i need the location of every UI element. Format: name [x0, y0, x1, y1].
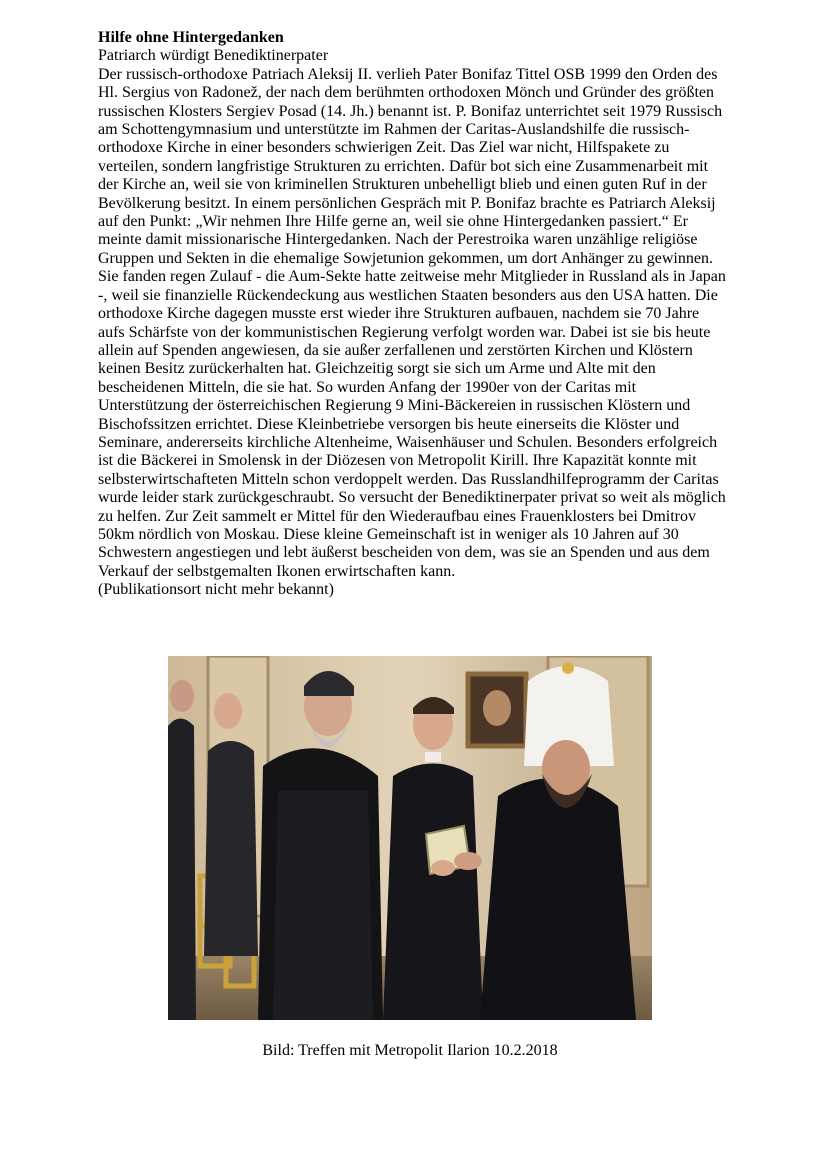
article-body: Der russisch-orthodoxe Patriach Aleksij II. verlieh Pater Bonifaz Tittel OSB 1999 den Orden des Hl. Sergius von Radonež, der nach dem berühmten orthodoxen Mönch und Gründer des größten russischen Klosters Sergiev Posad (14. Jh.) benannt ist. P. Bonifaz unterrichtet seit 1979 Russisch am Schottengymnasium und unterstützte im Rahmen der Caritas-Auslandshilfe die russisch-orthodoxe Kirche in einer besonders schwierigen Zeit. Das Ziel war nicht, Hilfspakete zu verteilen, sondern langfristige Strukturen zu errichten. Dafür bot sich eine Zusammenarbeit mit der Kirche an, weil sie von kriminellen Strukturen unbehelligt blieb und einen guten Ruf in der Bevölkerung besitzt. In einem persönlichen Gespräch mit P. Bonifaz brachte es Patriarch Aleksij auf den Punkt: „Wir nehmen Ihre Hilfe gerne an, weil sie ohne Hintergedanken passiert.“ Er meinte damit missionarische Hintergedanken. Nach der Perestroika waren unzählige religiöse Gruppen und Sekten in die ehemalige Sowjetunion gekommen, um dort Anhänger zu gewinnen. Sie fanden regen Zulauf - die Aum-Sekte hatte zeitweise mehr Mitglieder in Russland als in Japan -, weil sie finanzielle Rückendeckung aus westlichen Staaten besonders aus den USA hatten. Die orthodoxe Kirche dagegen musste erst wieder ihre Strukturen aufbauen, nachdem sie 70 Jahre aufs Schärfste von der kommunistischen Regierung verfolgt worden war. Dabei ist sie bis heute allein auf Spenden angewiesen, da sie außer zerfallenen und zerstörten Kirchen und Klöstern keinen Besitz zurückerhalten hat. Gleichzeitig sorgt sie sich um Arme und Alte mit den bescheidenen Mitteln, die sie hat. So wurden Anfang der 1990er von der Caritas mit Unterstützung der österreichischen Regierung 9 Mini-Bäckereien in russischen Klöstern und Bischofssitzen errichtet. Diese Kleinbetriebe versorgen bis heute einerseits die Klöster und Seminare, andererseits kirchliche Altenheime, Waisenhäuser und Schulen. Besonders erfolgreich ist die Bäckerei in Smolensk in der Diözesen von Metropolit Kirill. Ihre Kapazität konnte mit selbsterwirtschafteten Mitteln schon verdoppelt werden. Das Russlandhilfeprogramm der Caritas wurde leider stark zurückgeschraubt. So versucht der Benediktinerpater privat so weit als möglich zu helfen. Zur Zeit sammelt er Mittel für den Wiederaufbau eines Frauenklosters bei Dmitrov 50km nördlich von Moskau. Diese kleine Gemeinschaft ist in weniger als 10 Jahren auf 30 Schwestern angestiegen und lebt äußerst bescheiden von dem, was sie an Spenden und aus dem Verkauf der selbstgemalten Ikonen erwirtschaften kann.: [98, 65, 726, 580]
meeting-photo: [168, 656, 652, 1020]
meeting-photo-illustration: [168, 656, 652, 1020]
article-headline: Hilfe ohne Hintergedanken: [98, 29, 284, 46]
article-subheadline: Patriarch würdigt Benediktinerpater: [98, 47, 329, 65]
photo-caption: Bild: Treffen mit Metropolit Ilarion 10.2.2018: [262, 1042, 558, 1059]
source-note: (Publikationsort nicht mehr bekannt): [98, 581, 334, 599]
article: [98, 29, 728, 600]
